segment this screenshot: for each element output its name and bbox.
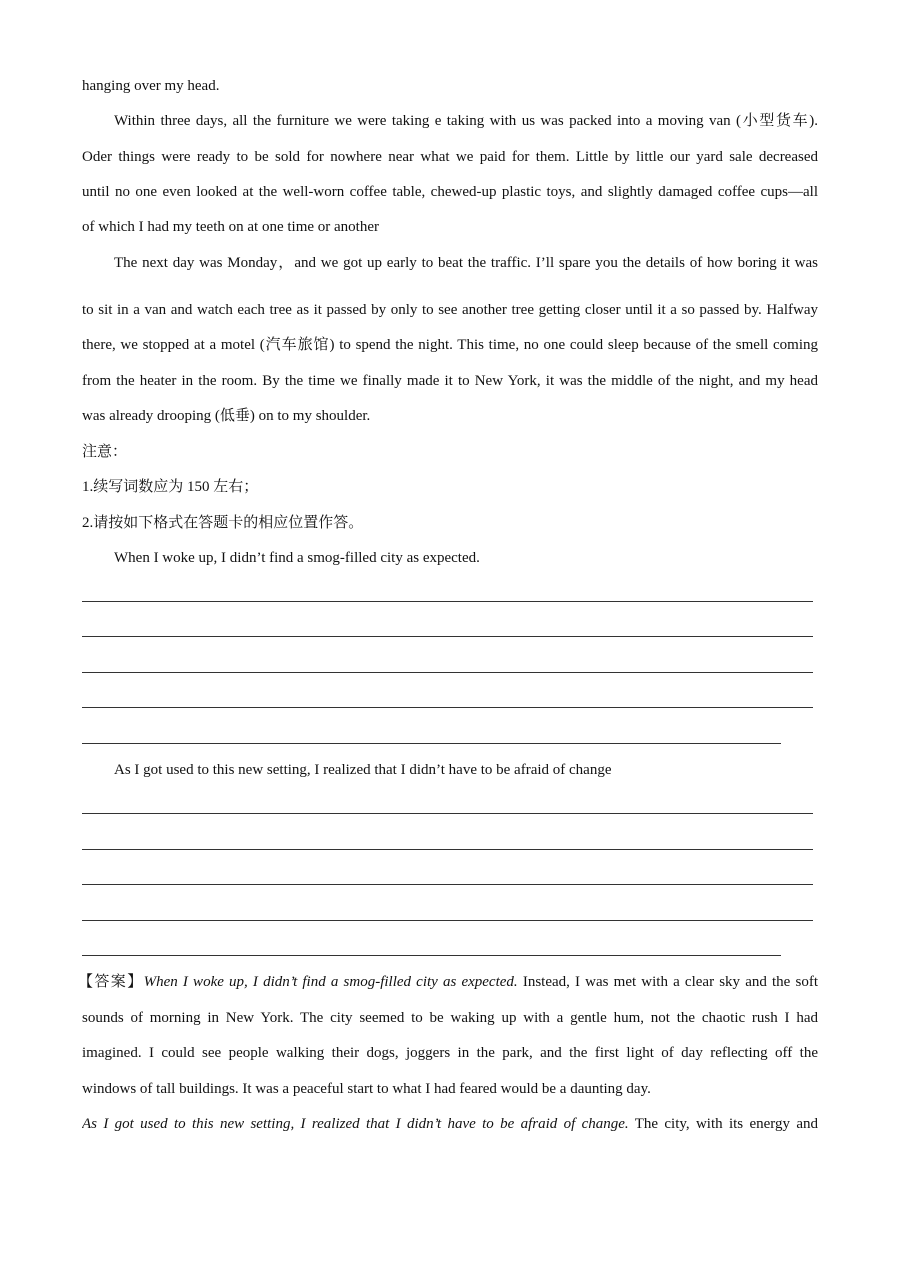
answer-text: The city, with its energy and: [628, 1116, 818, 1132]
story-line: Oder things were ready to be sold for nowhere near what we paid for them. Little by little our yard sale decreased: [82, 149, 818, 165]
answer-prompt-first: When I woke up, I didn’t find a smog-filled city as expected.: [143, 974, 518, 990]
story-line: The next day was Monday，and we got up early to beat the traffic. I’ll spare you the details of how boring it was: [114, 255, 818, 271]
answer-text: Instead, I was met with a clear sky and the soft: [517, 974, 818, 990]
writing-line: [82, 743, 781, 744]
writing-line: [82, 920, 813, 921]
story-line: of which I had my teeth on at one time or another: [82, 219, 379, 235]
notes-item: 1.续写词数应为 150 左右；: [82, 479, 259, 495]
answer-line: windows of tall buildings. It was a peaceful start to what I had feared would be a daunting day.: [82, 1081, 651, 1097]
writing-line: [82, 849, 813, 850]
story-line: there, we stopped at a motel (汽车旅馆) to spend the night. This time, no one could sleep because of the smell coming: [82, 337, 818, 353]
answer-line: [82, 1107, 818, 1142]
writing-line: [82, 636, 813, 637]
answer-label: 【答案】: [78, 974, 144, 990]
writing-line: [82, 707, 813, 708]
writing-line: [82, 672, 813, 673]
story-line: from the heater in the room. By the time we finally made it to New York, it was the middle of the night, and my head: [82, 373, 818, 389]
story-line: until no one even looked at the well-worn coffee table, chewed-up plastic toys, and slightly damaged coffee cups—all: [82, 184, 818, 200]
prompt-second: As I got used to this new setting, I realized that I didn’t have to be afraid of change: [114, 762, 612, 778]
story-line: to sit in a van and watch each tree as it passed by only to see another tree getting closer until it a so passed by. Halfway: [82, 302, 818, 318]
story-line: Within three days, all the furniture we were taking e taking with us was packed into a moving van (小型货车).: [114, 113, 818, 129]
notes-item: 2.请按如下格式在答题卡的相应位置作答。: [82, 515, 364, 531]
story-line: was already drooping (低垂) on to my shoulder.: [82, 408, 371, 424]
notes-heading: 注意：: [82, 444, 128, 460]
answer-line: sounds of morning in New York. The city seemed to be waking up with a gentle hum, not the chaotic rush I had: [82, 1010, 818, 1026]
prompt-first: When I woke up, I didn’t find a smog-filled city as expected.: [114, 550, 480, 566]
writing-line: [82, 955, 781, 956]
writing-line: [82, 601, 813, 602]
writing-line: [82, 884, 813, 885]
answer-prompt-second: As I got used to this new setting, I realized that I didn’t have to be afraid of change.: [82, 1116, 629, 1132]
answer-line: imagined. I could see people walking their dogs, joggers in the park, and the first light of day reflecting off the: [82, 1045, 818, 1061]
writing-line: [82, 813, 813, 814]
answer-line: [78, 965, 818, 1000]
story-line: hanging over my head.: [82, 78, 220, 94]
